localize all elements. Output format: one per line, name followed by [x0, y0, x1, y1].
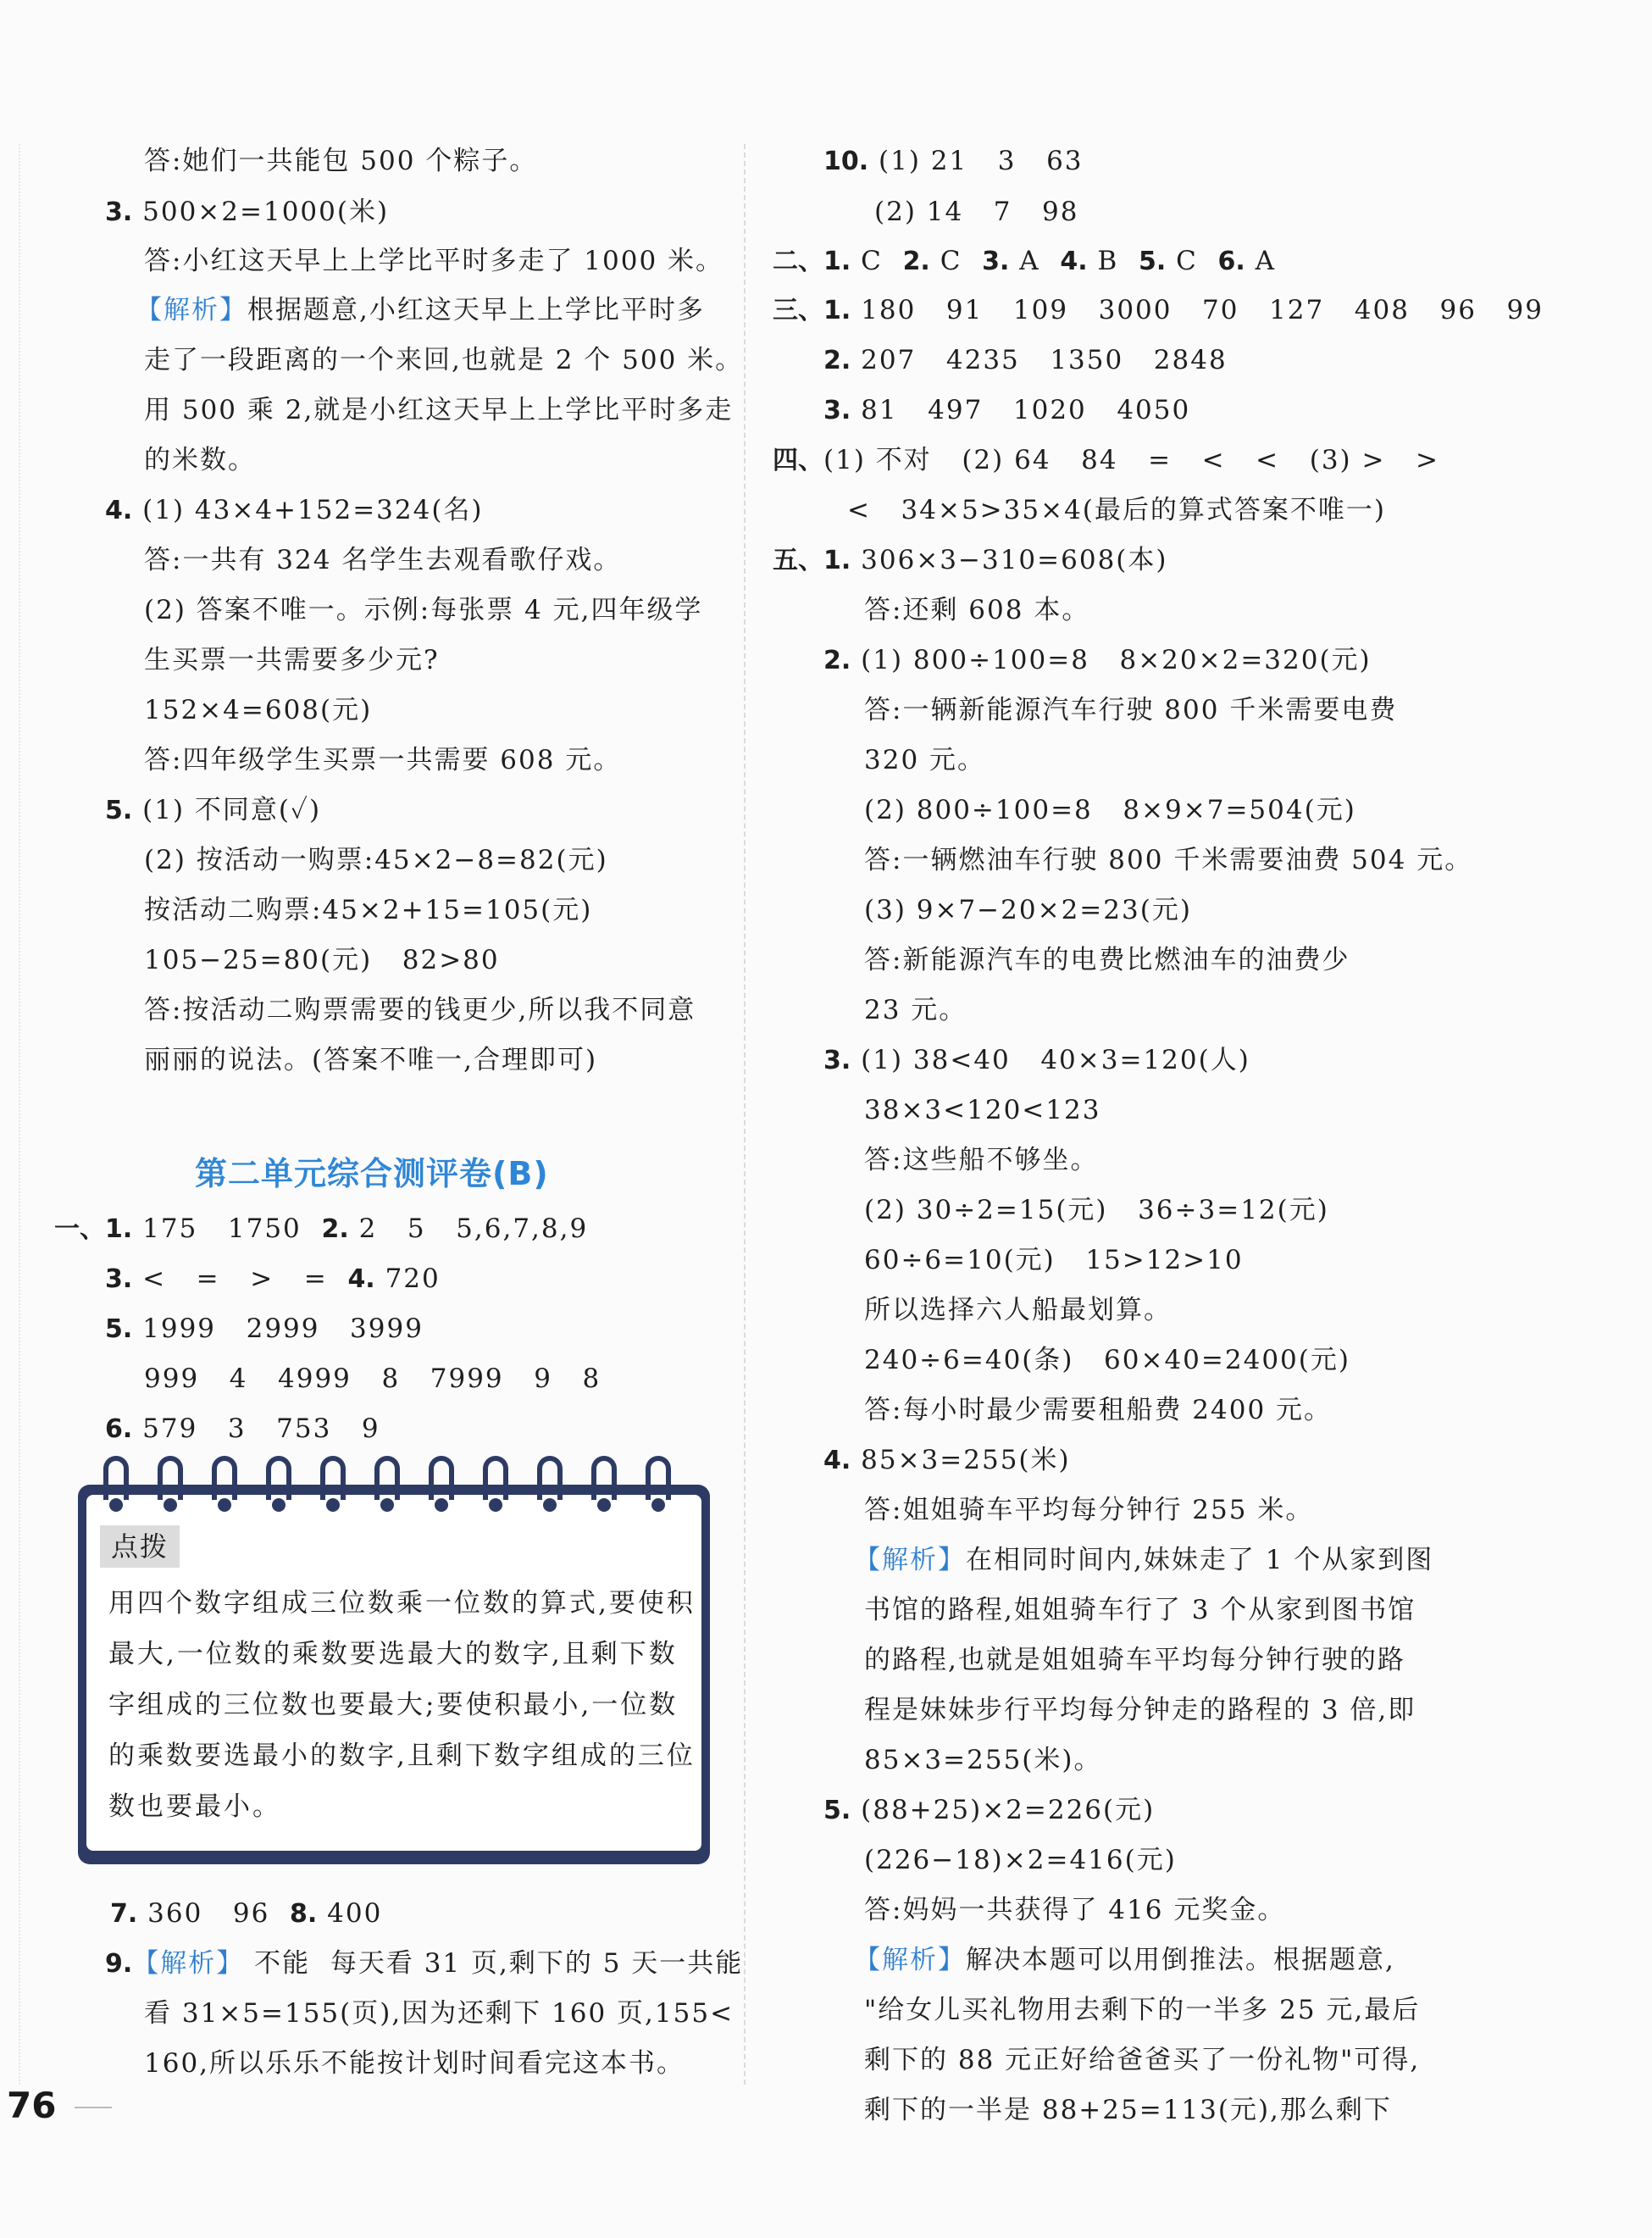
question-number: 四、: [773, 446, 823, 475]
answer-text: 按活动二购票:45×2+15=105(元): [144, 895, 593, 925]
answer-text: 207 4235 1350 2848: [851, 345, 1228, 375]
question-number: 4.: [1060, 247, 1088, 276]
answer-text: 160,所以乐乐不能按计划时间看完这本书。: [144, 2048, 685, 2079]
answer-text: 81 497 1020 4050: [851, 395, 1191, 425]
answer-text: 的米数。: [144, 445, 256, 475]
answer-text: 所以选择六人船最划算。: [864, 1295, 1172, 1325]
answer-text: (1) 21 3 63: [868, 146, 1084, 176]
ring-hole: [543, 1498, 557, 1512]
answer-text: 答:每小时最少需要租船费 2400 元。: [864, 1395, 1333, 1425]
left-guide: [19, 144, 20, 2085]
answer-text: 306×3−310=608(本): [851, 545, 1168, 575]
answer-text: (88+25)×2=226(元): [851, 1795, 1156, 1825]
answer-line: [847, 493, 1386, 527]
answer-line: [864, 593, 1089, 627]
answer-text: 38×3<120<123: [864, 1095, 1101, 1125]
answer-line: [864, 1843, 1177, 1877]
answer-text: 答:四年级学生买票一共需要 608 元。: [144, 745, 622, 775]
answer-line: [864, 1243, 1244, 1277]
question-number: 五、1.: [773, 546, 851, 575]
answer-line: [136, 293, 705, 327]
question-number: 7.: [110, 1899, 138, 1929]
answer-text: "给女儿买礼物用去剩下的一半多 25 元,最后: [864, 1995, 1421, 2025]
answer-line: [105, 493, 484, 528]
answer-line: [144, 693, 372, 727]
answer-text: 每天看 31 页,剩下的 5 天一共能: [330, 1948, 744, 1979]
ring-binding: [266, 1456, 291, 1500]
answer-line: [144, 343, 743, 377]
question-number: 5.: [105, 1314, 133, 1344]
answer-text: (1) 800÷100=8 8×20×2=320(元): [851, 645, 1372, 675]
answer-text: 解决本题可以用倒推法。根据题意,: [966, 1945, 1395, 1975]
answer-line: [105, 1312, 424, 1347]
answer-line: [144, 993, 696, 1027]
answer-line: [864, 1993, 1420, 2027]
answer-line: [144, 743, 621, 777]
question-number: 4.: [105, 496, 133, 525]
answer-line: [823, 144, 1084, 179]
ring-hole: [272, 1498, 285, 1512]
answer-line: [864, 1343, 1350, 1377]
ring-binding: [591, 1456, 617, 1500]
answer-text: C: [851, 246, 903, 276]
notebook-rings: [103, 1456, 696, 1515]
answer-line: [823, 393, 1190, 428]
answer-line: [144, 643, 440, 677]
answer-line: [864, 743, 985, 777]
question-number: 5.: [105, 796, 133, 825]
question-number: 9.: [105, 1949, 133, 1979]
answer-text: 85×3=255(米): [851, 1445, 1071, 1475]
answer-line: [864, 793, 1356, 827]
analysis-tag: 【解析】: [854, 1945, 966, 1975]
question-number: 3.: [982, 247, 1010, 276]
answer-line: [144, 843, 608, 877]
answer-text: B: [1087, 246, 1139, 276]
answer-line: [864, 1393, 1332, 1427]
answer-line: [105, 195, 389, 230]
question-number: 二、1.: [773, 247, 851, 276]
question-number: 4.: [823, 1446, 851, 1475]
answer-text: 答:一辆新能源汽车行驶 800 千米需要电费: [864, 695, 1398, 725]
answer-text: 答:妈妈一共获得了 416 元奖金。: [864, 1895, 1286, 1925]
ring-hole: [326, 1498, 340, 1512]
answer-text: (3) 9×7−20×2=23(元): [864, 895, 1192, 925]
answer-line: [823, 1043, 1250, 1078]
answer-text: 579 3 753 9: [132, 1413, 380, 1444]
question-number: 一、1.: [54, 1214, 133, 1244]
question-number: 2.: [902, 247, 930, 276]
answer-line: [864, 2043, 1420, 2077]
page-number-rule: [75, 2107, 112, 2108]
answer-text: 175 1750: [132, 1213, 322, 1244]
answer-text: 生买票一共需要多少元?: [144, 645, 440, 675]
answer-line: [144, 1362, 601, 1396]
answer-line: [144, 393, 733, 427]
answer-line: [773, 443, 1439, 478]
answer-text: 答:还剩 608 本。: [864, 595, 1090, 625]
question-number: 10.: [823, 147, 869, 176]
answer-line: [864, 1743, 1101, 1777]
answer-line: [864, 693, 1397, 727]
answer-line: [110, 1896, 382, 1931]
answer-text: 240÷6=40(条) 60×40=2400(元): [864, 1345, 1350, 1375]
answer-text: 在相同时间内,妹妹走了 1 个从家到图: [966, 1545, 1434, 1575]
answer-line: [864, 843, 1472, 877]
answer-text: 的路程,也就是姐姐骑车平均每分钟行驶的路: [864, 1645, 1405, 1675]
ring-binding: [320, 1456, 346, 1500]
answer-line: [854, 1943, 1395, 1977]
question-number: 3.: [105, 1264, 133, 1294]
question-number: 5.: [823, 1796, 851, 1825]
answer-text: 看 31×5=155(页),因为还剩下 160 页,155<: [144, 1998, 735, 2029]
answer-text: 105−25=80(元) 82>80: [144, 945, 500, 975]
answer-line: [144, 2046, 685, 2080]
answer-text: C: [1166, 246, 1218, 276]
answer-line: [773, 293, 1544, 328]
answer-text: (2) 答案不唯一。示例:每张票 4 元,四年级学: [144, 595, 703, 625]
tip-line: 最大,一位数的乘数要选最大的数字,且剩下数: [108, 1639, 678, 1669]
answer-text: 85×3=255(米)。: [864, 1745, 1102, 1775]
column-divider: [744, 144, 746, 2085]
page-number: 76: [7, 2085, 57, 2126]
answer-line: [864, 893, 1192, 927]
answer-text: 剩下的一半是 88+25=113(元),那么剩下: [864, 2095, 1392, 2125]
answer-text: 360 96: [137, 1898, 291, 1929]
tip-line: 的乘数要选最小的数字,且剩下数字组成的三位: [108, 1741, 696, 1771]
answer-line: [144, 1996, 734, 2030]
ring-binding: [429, 1456, 454, 1500]
question-number: 4.: [347, 1264, 375, 1294]
answer-text: 400: [317, 1898, 383, 1929]
answer-text: 答:姐姐骑车平均每分钟行 255 米。: [864, 1495, 1314, 1525]
question-number: 2.: [823, 346, 851, 375]
answer-line: [864, 1143, 1098, 1177]
answer-text: < 34×5>35×4(最后的算式答案不唯一): [847, 495, 1386, 525]
tip-line: 用四个数字组成三位数乘一位数的算式,要使积: [108, 1588, 696, 1619]
answer-text: 剩下的 88 元正好给爸爸买了一份礼物"可得,: [864, 2045, 1421, 2075]
answer-line: [823, 1443, 1071, 1478]
question-number: 6.: [1217, 247, 1245, 276]
answer-text: 书馆的路程,姐姐骑车行了 3 个从家到图书馆: [864, 1595, 1416, 1625]
question-number: 3.: [823, 1046, 851, 1075]
analysis-tag: 【解析】: [132, 1948, 245, 1979]
question-number: 2.: [321, 1214, 349, 1244]
ring-binding: [158, 1456, 183, 1500]
answer-line: [864, 1893, 1285, 1927]
answer-text: (1) 38<40 40×3=120(人): [851, 1045, 1250, 1075]
answer-text: 程是妹妹步行平均每分钟走的路程的 3 倍,即: [864, 1695, 1416, 1725]
analysis-tag: 【解析】: [854, 1545, 966, 1575]
answer-line: [864, 1493, 1313, 1527]
answer-line: [864, 1693, 1416, 1727]
answer-line: [773, 244, 1276, 279]
answer-text: 答:小红这天早上上学比平时多走了 1000 米。: [144, 246, 724, 276]
answer-text: C: [929, 246, 983, 276]
answer-line: [144, 1043, 597, 1077]
answer-line: [144, 144, 537, 178]
answer-text: (1) 不同意(✓): [132, 795, 322, 825]
answer-text: 答:这些船不够坐。: [864, 1145, 1099, 1175]
answer-text: 根据题意,小红这天早上上学比平时多: [247, 295, 705, 325]
answer-line: [144, 543, 621, 577]
answer-line: [864, 1593, 1416, 1627]
answer-line: [144, 443, 256, 477]
answer-text: 答:按活动二购票需要的钱更少,所以我不同意: [144, 995, 696, 1025]
answer-text: 2 5 5,6,7,8,9: [348, 1213, 589, 1244]
answer-line: [144, 943, 500, 977]
answer-text: (2) 800÷100=8 8×9×7=504(元): [864, 795, 1356, 825]
answer-line: [823, 1793, 1155, 1828]
ring-hole: [489, 1498, 502, 1512]
answer-text: 答:一共有 324 名学生去观看歌仔戏。: [144, 545, 622, 575]
answer-text: 999 4 4999 8 7999 9 8: [144, 1363, 601, 1394]
ring-binding: [646, 1456, 671, 1500]
answer-line: [864, 1293, 1172, 1327]
answer-text: (2) 按活动一购票:45×2−8=82(元): [144, 845, 608, 875]
answer-line: [105, 1946, 743, 1981]
answer-line: [874, 195, 1079, 229]
answer-line: [864, 1643, 1405, 1677]
answer-text: (226−18)×2=416(元): [864, 1845, 1177, 1875]
section-title: 第二单元综合测评卷(B): [195, 1155, 549, 1192]
answer-text: 60÷6=10(元) 15>12>10: [864, 1245, 1244, 1275]
answer-text: A: [1245, 246, 1277, 276]
answer-line: [854, 1543, 1433, 1577]
answer-text: 走了一段距离的一个来回,也就是 2 个 500 米。: [144, 345, 744, 375]
ring-hole: [164, 1498, 177, 1512]
ring-binding: [483, 1456, 508, 1500]
answer-text: 500×2=1000(米): [132, 197, 390, 227]
answer-text: 23 元。: [864, 995, 967, 1025]
question-number: 6.: [105, 1414, 133, 1444]
ring-hole: [651, 1498, 665, 1512]
ring-hole: [380, 1498, 394, 1512]
answer-text: (1) 不对 (2) 64 84 = < < (3) > >: [823, 445, 1439, 475]
answer-text: (2) 14 7 98: [874, 197, 1079, 227]
answer-text: 丽丽的说法。(答案不唯一,合理即可): [144, 1045, 598, 1075]
question-number: 5.: [1138, 247, 1167, 276]
answer-line: [864, 2093, 1392, 2127]
ring-binding: [212, 1456, 237, 1500]
answer-text: 用 500 乘 2,就是小红这天早上上学比平时多走: [144, 395, 734, 425]
question-number: 3.: [105, 197, 133, 227]
ring-binding: [537, 1456, 563, 1500]
answer-line: [864, 943, 1350, 977]
answer-text: 180 91 109 3000 70 127 408 96 99: [851, 295, 1544, 325]
ring-hole: [218, 1498, 231, 1512]
answer-line: [54, 1212, 588, 1247]
question-number: 2.: [823, 646, 851, 675]
answer-line: [823, 643, 1372, 678]
answer-text: 答:一辆燃油车行驶 800 千米需要油费 504 元。: [864, 845, 1473, 875]
analysis-tag: 【解析】: [136, 295, 247, 325]
ring-binding: [103, 1456, 129, 1500]
answer-line: [823, 343, 1228, 378]
answer-line: [105, 1262, 441, 1297]
answer-text: 不能: [244, 1948, 330, 1979]
tip-tag: 点拨: [100, 1525, 180, 1568]
ring-hole: [597, 1498, 611, 1512]
answer-text: < = > =: [132, 1263, 348, 1294]
tip-line: 数也要最小。: [108, 1791, 281, 1822]
question-number: 8.: [290, 1899, 318, 1929]
question-number: 三、1.: [773, 296, 851, 325]
answer-text: 答:她们一共能包 500 个粽子。: [144, 146, 538, 176]
answer-text: 1999 2999 3999: [132, 1313, 424, 1344]
answer-text: 152×4=608(元): [144, 695, 373, 725]
ring-hole: [109, 1498, 123, 1512]
answer-text: (2) 30÷2=15(元) 36÷3=12(元): [864, 1195, 1329, 1225]
answer-line: [864, 993, 967, 1027]
answer-line: [144, 244, 723, 278]
answer-text: 320 元。: [864, 745, 986, 775]
answer-line: [773, 543, 1167, 578]
ring-binding: [374, 1456, 400, 1500]
ring-hole: [435, 1498, 448, 1512]
question-number: 3.: [823, 396, 851, 425]
answer-text: (1) 43×4+152=324(名): [132, 495, 484, 525]
answer-text: 720: [374, 1263, 441, 1294]
answer-line: [144, 593, 703, 627]
answer-line: [864, 1193, 1329, 1227]
answer-line: [864, 1093, 1100, 1127]
answer-line: [144, 893, 592, 927]
answer-line: [105, 1412, 380, 1447]
answer-text: 答:新能源汽车的电费比燃油车的油费少: [864, 945, 1350, 975]
answer-text: A: [1009, 246, 1061, 276]
answer-line: [105, 793, 321, 828]
tip-line: 字组成的三位数也要最大;要使积最小,一位数: [108, 1690, 679, 1720]
